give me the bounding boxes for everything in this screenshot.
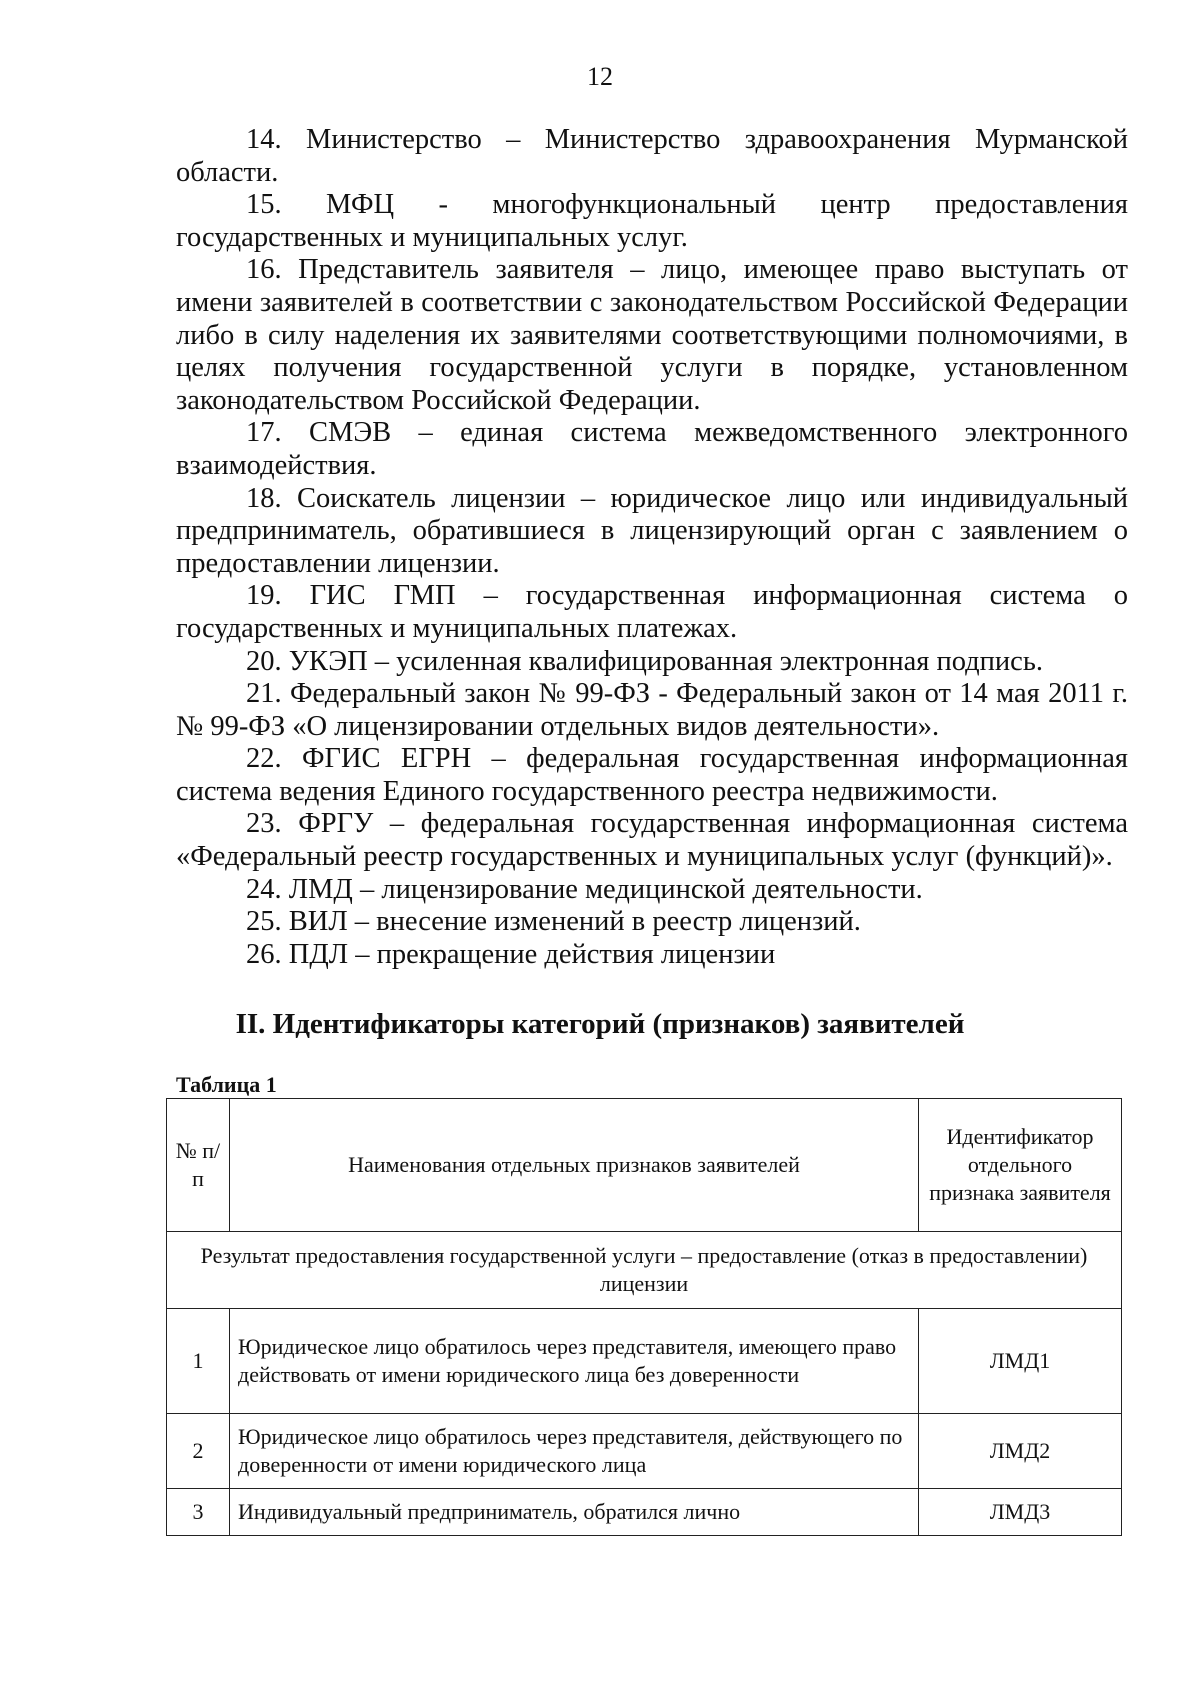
table-row <box>167 1309 1122 1414</box>
table-row <box>167 1414 1122 1489</box>
table-row <box>167 1489 1122 1536</box>
definition-21: 21. Федеральный закон № 99-ФЗ - Федеральный закон от 14 мая 2011 г. № 99-ФЗ «О лицензировании отдельных видов деятельности». <box>176 678 1128 742</box>
table-header-row <box>167 1099 1122 1232</box>
page-number: 12 <box>587 62 613 91</box>
definition-26: 26. ПДЛ – прекращение действия лицензии <box>246 938 776 970</box>
definition-20: 20. УКЭП – усиленная квалифицированная электронная подпись. <box>246 645 1043 677</box>
section-title: II. Идентификаторы категорий (признаков) заявителей <box>235 1008 965 1040</box>
row-num: 2 <box>167 1414 230 1489</box>
definition-15: 15. МФЦ - многофункциональный центр предоставления государственных и муниципальных услуг. <box>176 189 1128 253</box>
definition-19: 19. ГИС ГМП – государственная информационная система о государственных и муниципальных платежах. <box>176 580 1128 644</box>
row-name: Юридическое лицо обратилось через представителя, действующего по доверенности от имени юридического лица <box>230 1414 919 1489</box>
definition-22: 22. ФГИС ЕГРН – федеральная государственная информационная система ведения Единого государственного реестра недвижимости. <box>176 743 1128 807</box>
definition-23: 23. ФРГУ – федеральная государственная информационная система «Федеральный реестр государственных и муниципальных услуг (функций)». <box>176 808 1128 873</box>
header-name: Наименования отдельных признаков заявителей <box>230 1099 919 1232</box>
row-name: Индивидуальный предприниматель, обратился лично <box>230 1489 919 1536</box>
row-name: Юридическое лицо обратилось через представителя, имеющего право действовать от имени юридического лица без доверенности <box>230 1309 919 1414</box>
row-id: ЛМД3 <box>919 1489 1122 1536</box>
header-id: Идентификатор отдельного признака заявителя <box>919 1099 1122 1232</box>
table-section-row <box>167 1232 1122 1309</box>
row-num: 1 <box>167 1309 230 1414</box>
definition-16: 16. Представитель заявителя – лицо, имеющее право выступать от имени заявителей в соответствии с законодательством Российской Федерации либо в силу наделения их заявителями соответствующими полномочиями, в целях получения государственной услуги в порядке, установленном законодательством Российской Федерации. <box>176 254 1128 416</box>
header-num: № п/п <box>167 1099 230 1232</box>
definition-14: 14. Министерство – Министерство здравоохранения Мурманской области. <box>176 124 1128 188</box>
definition-25: 25. ВИЛ – внесение изменений в реестр лицензий. <box>246 906 861 938</box>
section-row-cell: Результат предоставления государственной услуги – предоставление (отказ в предоставлении) лицензии <box>167 1232 1122 1309</box>
row-id: ЛМД1 <box>919 1309 1122 1414</box>
applicant-identifiers-table <box>166 1098 1122 1536</box>
table-caption: Таблица 1 <box>176 1072 277 1097</box>
definition-17: 17. СМЭВ – единая система межведомственного электронного взаимодействия. <box>176 417 1128 481</box>
row-id: ЛМД2 <box>919 1414 1122 1489</box>
definition-24: 24. ЛМД – лицензирование медицинской деятельности. <box>246 873 923 905</box>
definition-18: 18. Соискатель лицензии – юридическое лицо или индивидуальный предприниматель, обратившиеся в лицензирующий орган с заявлением о предоставлении лицензии. <box>176 482 1128 579</box>
row-num: 3 <box>167 1489 230 1536</box>
definitions-list <box>176 124 1128 971</box>
